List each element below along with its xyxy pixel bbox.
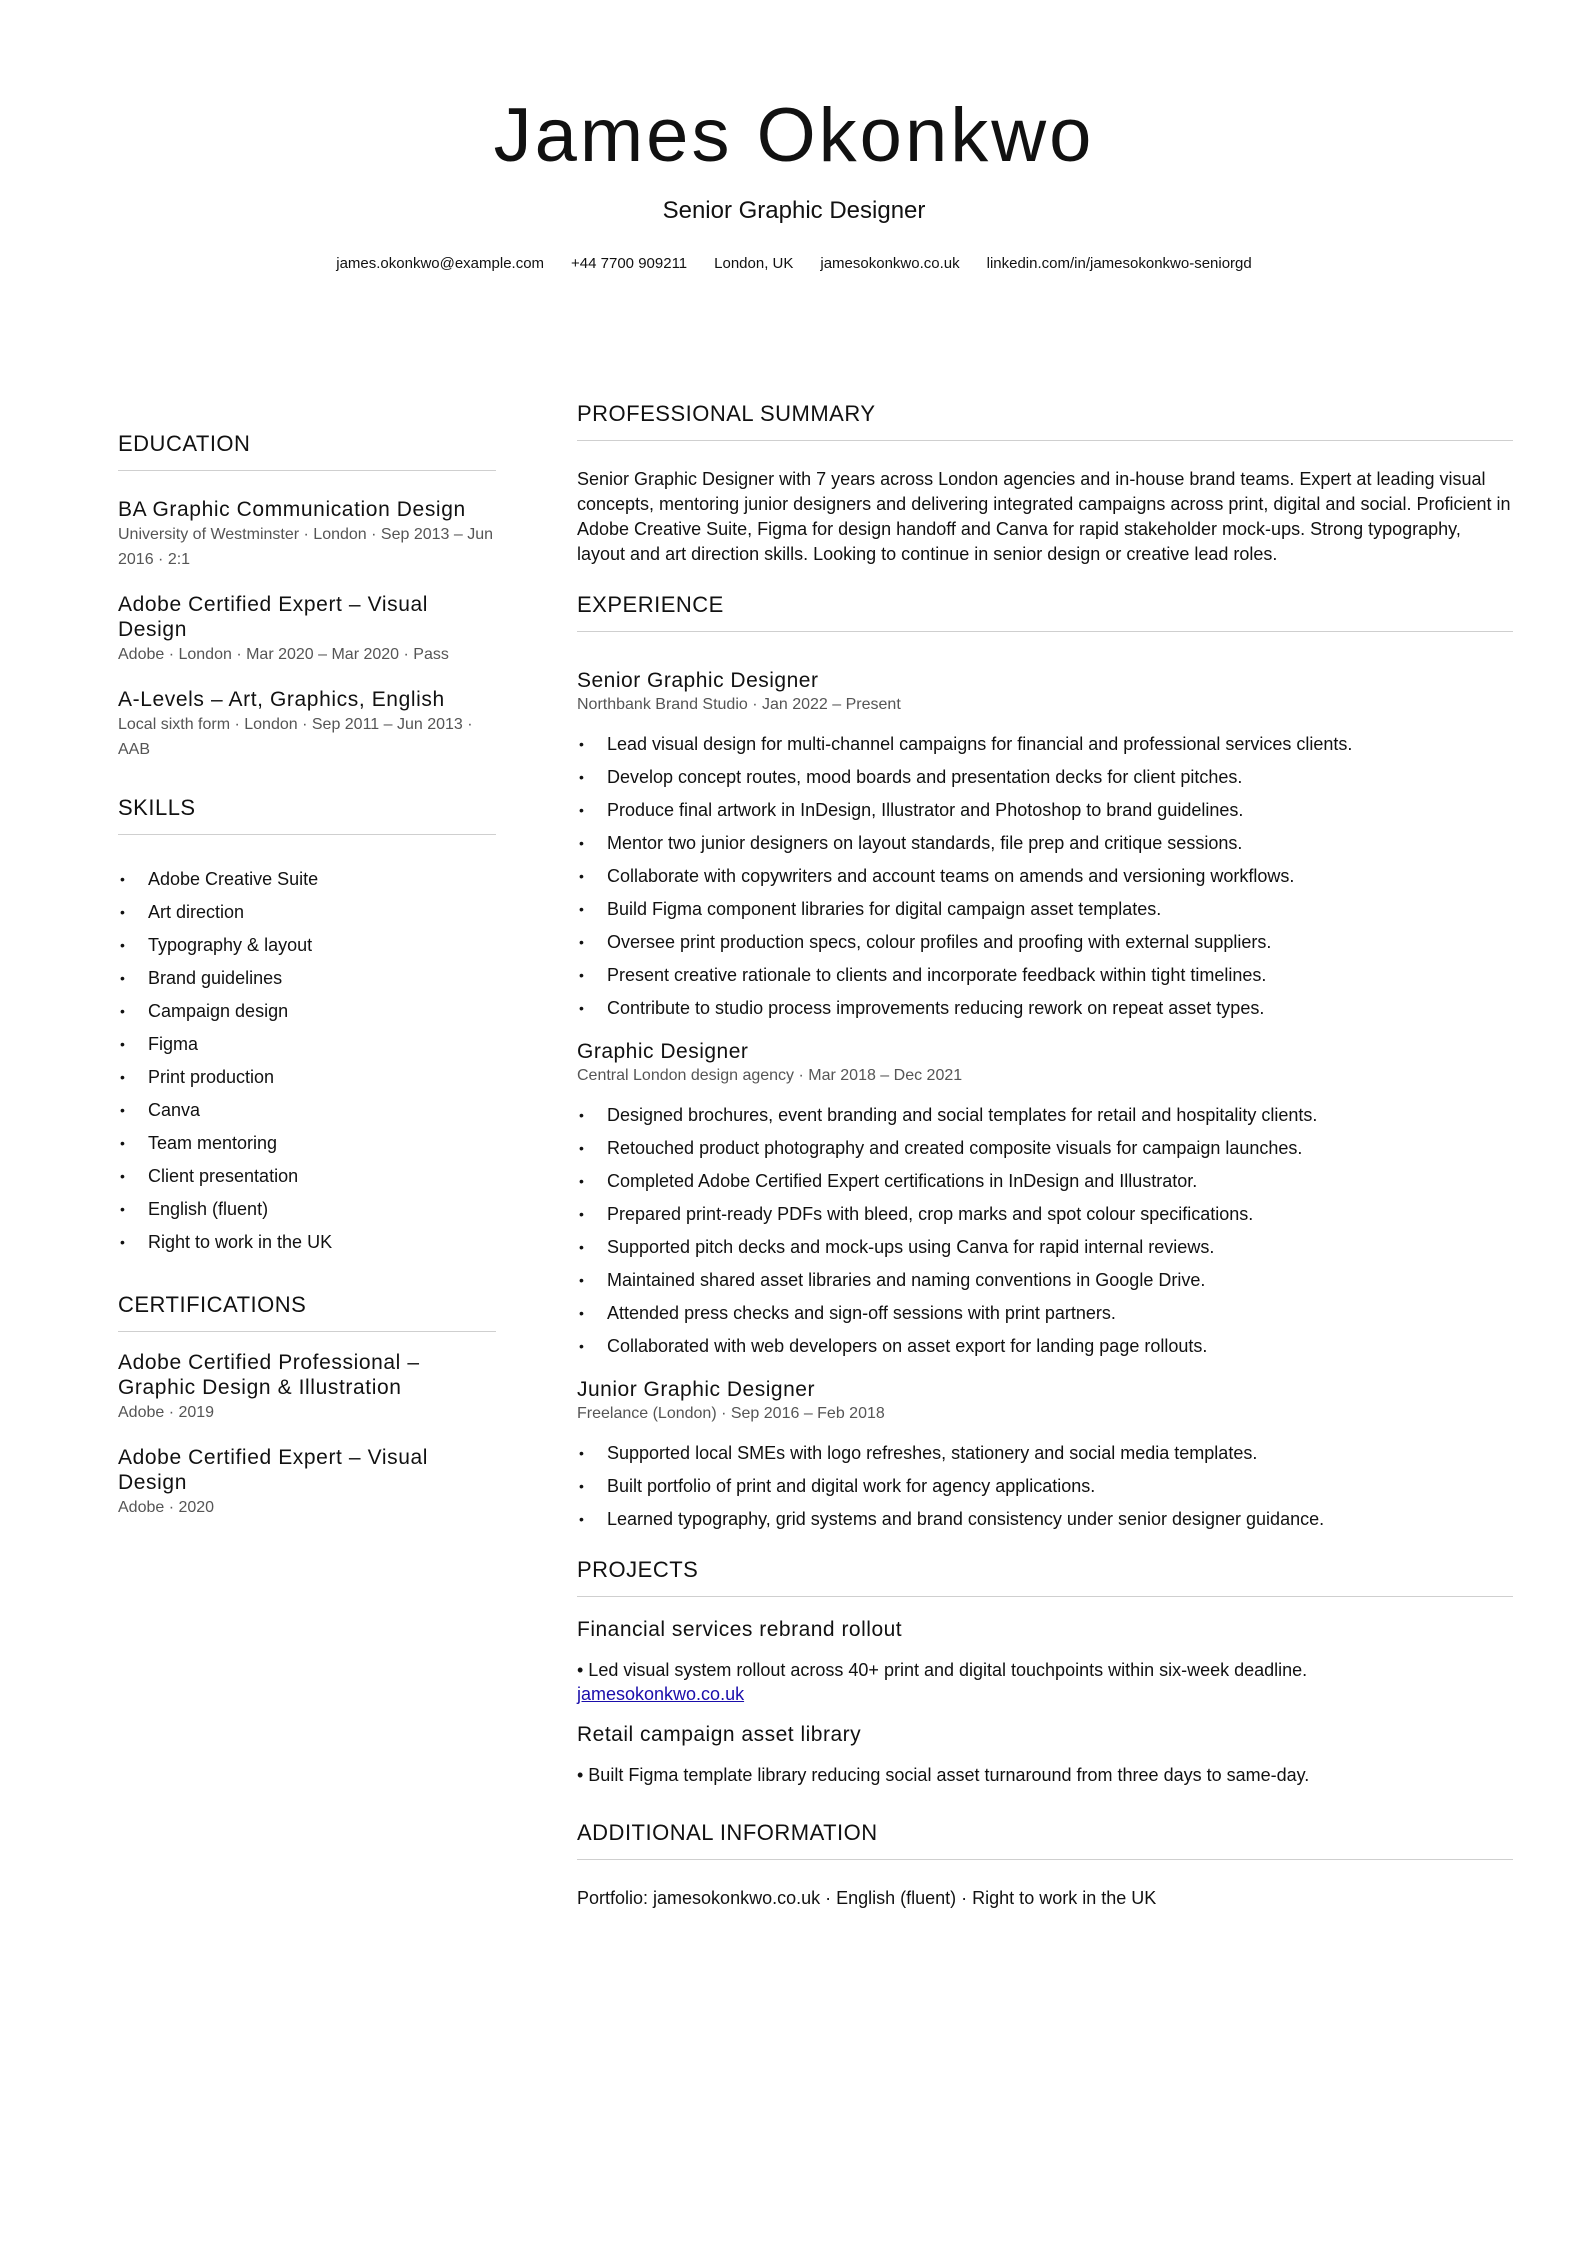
skills-section bbox=[118, 794, 496, 1259]
contact-location: London, UK bbox=[714, 255, 794, 272]
skill-item: • Team mentoring bbox=[118, 1127, 496, 1160]
project-title: Retail campaign asset library bbox=[577, 1723, 862, 1746]
certification-title: Adobe Certified Professional – Graphic Design & Illustration bbox=[118, 1351, 420, 1399]
education-meta: Local sixth form · London · Sep 2011 – Jun 2013 · AAB bbox=[118, 716, 473, 758]
contact-phone[interactable]: +44 7700 909211 bbox=[571, 255, 688, 272]
job-bullet: • Supported pitch decks and mock-ups using Canva for rapid internal reviews. bbox=[577, 1231, 1513, 1264]
right-column bbox=[577, 400, 1513, 1942]
contact-email[interactable]: james.okonkwo@example.com bbox=[336, 255, 545, 272]
job-bullet: • Contribute to studio process improvements reducing rework on repeat asset types. bbox=[577, 992, 1513, 1025]
job-bullet: • Supported local SMEs with logo refreshes, stationery and social media templates. bbox=[577, 1437, 1513, 1470]
experience-section bbox=[577, 591, 1513, 1536]
project-item bbox=[577, 1722, 1513, 1787]
job-bullet: • Mentor two junior designers on layout standards, file prep and critique sessions. bbox=[577, 827, 1513, 860]
certification-item bbox=[118, 1350, 496, 1425]
section-heading-experience: EXPERIENCE bbox=[577, 591, 1513, 632]
job-bullet: • Completed Adobe Certified Expert certifications in InDesign and Illustrator. bbox=[577, 1165, 1513, 1198]
summary-section bbox=[577, 400, 1513, 567]
project-description: • Led visual system rollout across 40+ print and digital touchpoints within six-week deadline. bbox=[577, 1660, 1308, 1680]
job-bullet: • Prepared print-ready PDFs with bleed, crop marks and spot colour specifications. bbox=[577, 1198, 1513, 1231]
certification-meta: Adobe · 2020 bbox=[118, 1499, 215, 1516]
job-bullet: • Maintained shared asset libraries and naming conventions in Google Drive. bbox=[577, 1264, 1513, 1297]
skill-item: • Typography & layout bbox=[118, 929, 496, 962]
job-bullet: • Collaborated with web developers on asset export for landing page rollouts. bbox=[577, 1330, 1513, 1363]
job-bullet: • Designed brochures, event branding and social templates for retail and hospitality clients. bbox=[577, 1099, 1513, 1132]
additional-section bbox=[577, 1819, 1513, 1910]
job-entry bbox=[577, 668, 1513, 1025]
job-bullet: • Built portfolio of print and digital work for agency applications. bbox=[577, 1470, 1513, 1503]
job-bullet: • Collaborate with copywriters and account teams on amends and versioning workflows. bbox=[577, 860, 1513, 893]
education-title: Adobe Certified Expert – Visual Design bbox=[118, 593, 429, 641]
project-title: Financial services rebrand rollout bbox=[577, 1618, 903, 1641]
education-item bbox=[118, 592, 496, 667]
certification-meta: Adobe · 2019 bbox=[118, 1404, 215, 1421]
job-bullets bbox=[577, 728, 1513, 1025]
project-description: • Built Figma template library reducing social asset turnaround from three days to same-day. bbox=[577, 1765, 1310, 1785]
skill-item: • Figma bbox=[118, 1028, 496, 1061]
job-bullet: • Build Figma component libraries for digital campaign asset templates. bbox=[577, 893, 1513, 926]
education-meta: Adobe · London · Mar 2020 – Mar 2020 · Pass bbox=[118, 646, 449, 663]
education-section bbox=[118, 430, 496, 762]
education-meta: University of Westminster · London · Sep 2013 – Jun 2016 · 2:1 bbox=[118, 526, 493, 568]
skill-item: • English (fluent) bbox=[118, 1193, 496, 1226]
job-entry bbox=[577, 1039, 1513, 1363]
section-heading-summary: PROFESSIONAL SUMMARY bbox=[577, 400, 1513, 441]
job-bullets bbox=[577, 1099, 1513, 1363]
skill-item: • Art direction bbox=[118, 896, 496, 929]
summary-text: Senior Graphic Designer with 7 years across London agencies and in-house brand teams. Expert at leading visual concepts, mentoring junior designers and delivering integrated campaigns across print, digital and social. Proficient in Adobe Creative Suite, Figma for design handoff and Canva for rapid stakeholder mock-ups. Strong typography, layout and art direction skills. Looking to continue in senior design or creative lead roles. bbox=[577, 469, 1511, 564]
job-bullet: • Develop concept routes, mood boards and presentation decks for client pitches. bbox=[577, 761, 1513, 794]
education-title: A-Levels – Art, Graphics, English bbox=[118, 688, 445, 711]
job-bullet: • Learned typography, grid systems and brand consistency under senior designer guidance. bbox=[577, 1503, 1513, 1536]
skill-item: • Brand guidelines bbox=[118, 962, 496, 995]
skills-list bbox=[118, 863, 496, 1259]
education-item bbox=[118, 687, 496, 762]
job-bullet: • Present creative rationale to clients and incorporate feedback within tight timelines. bbox=[577, 959, 1513, 992]
education-item bbox=[118, 497, 496, 572]
skill-item: • Right to work in the UK bbox=[118, 1226, 496, 1259]
certification-title: Adobe Certified Expert – Visual Design bbox=[118, 1446, 429, 1494]
job-bullet: • Attended press checks and sign-off sessions with print partners. bbox=[577, 1297, 1513, 1330]
project-link[interactable]: jamesokonkwo.co.uk bbox=[577, 1684, 745, 1704]
contact-line bbox=[0, 254, 1588, 274]
skill-item: • Print production bbox=[118, 1061, 496, 1094]
section-heading-education: EDUCATION bbox=[118, 430, 496, 471]
job-meta: Freelance (London) · Sep 2016 – Feb 2018 bbox=[577, 1405, 885, 1422]
education-title: BA Graphic Communication Design bbox=[118, 498, 466, 521]
job-bullet: • Lead visual design for multi-channel campaigns for financial and professional services clients. bbox=[577, 728, 1513, 761]
section-heading-additional: ADDITIONAL INFORMATION bbox=[577, 1819, 1513, 1860]
job-bullet: • Oversee print production specs, colour profiles and proofing with external suppliers. bbox=[577, 926, 1513, 959]
candidate-title: Senior Graphic Designer bbox=[662, 197, 926, 224]
contact-website[interactable]: jamesokonkwo.co.uk bbox=[820, 255, 960, 272]
job-entry bbox=[577, 1377, 1513, 1536]
job-bullet: • Produce final artwork in InDesign, Illustrator and Photoshop to brand guidelines. bbox=[577, 794, 1513, 827]
skill-item: • Campaign design bbox=[118, 995, 496, 1028]
project-item bbox=[577, 1617, 1513, 1706]
section-heading-projects: PROJECTS bbox=[577, 1556, 1513, 1597]
job-bullet: • Retouched product photography and created composite visuals for campaign launches. bbox=[577, 1132, 1513, 1165]
contact-linkedin[interactable]: linkedin.com/in/jamesokonkwo-seniorgd bbox=[986, 255, 1252, 272]
projects-section bbox=[577, 1556, 1513, 1787]
skill-item: • Client presentation bbox=[118, 1160, 496, 1193]
certification-item bbox=[118, 1445, 496, 1520]
certifications-section bbox=[118, 1291, 496, 1520]
additional-text: Portfolio: jamesokonkwo.co.uk · English (fluent) · Right to work in the UK bbox=[577, 1888, 1157, 1908]
left-column bbox=[118, 430, 496, 1552]
job-title: Junior Graphic Designer bbox=[577, 1378, 815, 1401]
job-title: Senior Graphic Designer bbox=[577, 669, 819, 692]
job-meta: Central London design agency · Mar 2018 – Dec 2021 bbox=[577, 1067, 963, 1084]
job-bullets bbox=[577, 1437, 1513, 1536]
job-meta: Northbank Brand Studio · Jan 2022 – Present bbox=[577, 696, 901, 713]
skill-item: • Canva bbox=[118, 1094, 496, 1127]
candidate-name: James Okonkwo bbox=[493, 93, 1095, 178]
skill-item: • Adobe Creative Suite bbox=[118, 863, 496, 896]
job-title: Graphic Designer bbox=[577, 1040, 749, 1063]
section-heading-certifications: CERTIFICATIONS bbox=[118, 1291, 496, 1332]
section-heading-skills: SKILLS bbox=[118, 794, 496, 835]
